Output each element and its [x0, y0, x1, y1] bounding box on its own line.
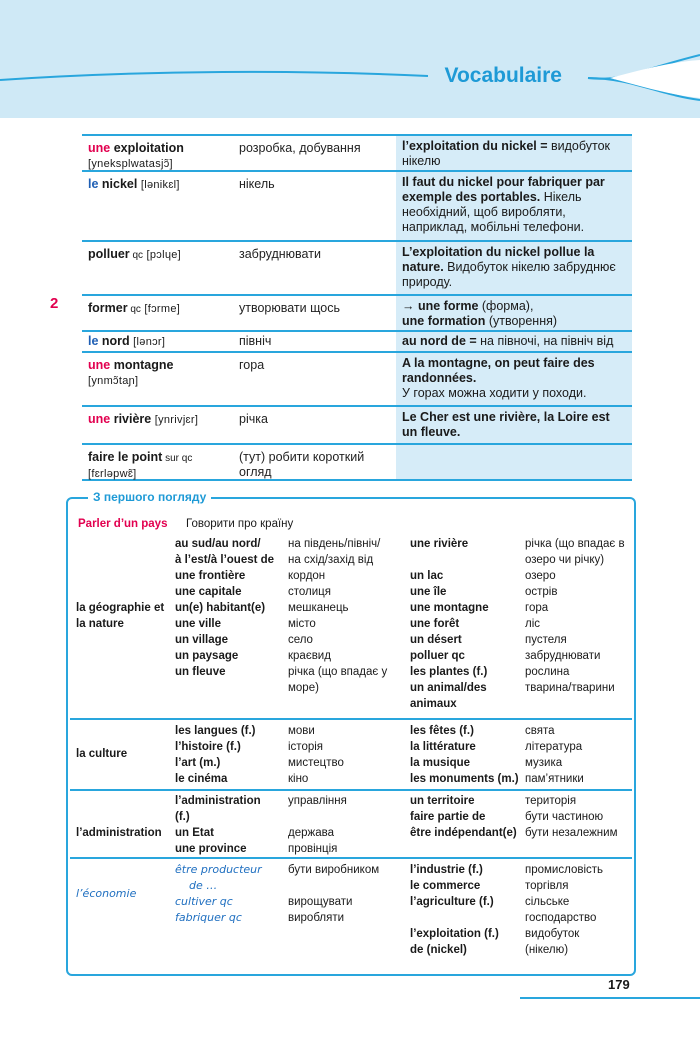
vocab-row: une rivière [ynrivjɛr] річка Le Cher est une rivière, la Loire est un fleuve.	[82, 405, 632, 443]
example-text: l’exploitation du nickel = видобуток нікелю	[402, 139, 610, 168]
section-left-fr: les langues (f.) l’histoire (f.) l’art (m.) le cinéma	[175, 725, 256, 785]
vocab-row: le nickel [lənikɛl] нікель Il faut du nickel pour fabriquer par exemple des portables. Нікель необхідний, щоб виробляти, наприклад, мобільні телефони.	[82, 170, 632, 240]
vocab-row: le nord [lənɔr] північ au nord de = на півночі, на північ від	[82, 330, 632, 351]
section-right-uk: річка (що впадає в озеро чи річку) озеро острів гора ліс пустеля забруднювати рослина тварина/тварини	[525, 538, 625, 694]
page-number: 179	[608, 977, 630, 992]
section-right-fr: les fêtes (f.) la littérature la musique les monuments (m.)	[410, 725, 519, 785]
header-wave-decoration	[0, 0, 700, 118]
section-right-uk: промисловість торгівля сільське господарство видобуток (нікелю)	[525, 864, 604, 956]
section-left-uk: на південь/північ/ на схід/захід від кордон столиця мешканець місто селo краєвид річка (що впадає у море)	[288, 538, 388, 694]
vocab-row: polluer qc [pɔlɥe] забруднювати L’exploitation du nickel pollue la nature. Видобуток нікелю забруднює природу.	[82, 240, 632, 294]
topic-uk: Говорити про країну	[186, 518, 294, 530]
section-left-uk: бути виробником вирощувати виробляти	[288, 864, 380, 924]
section-right-fr: une rivière un lac une île une montagne une forêt un désert polluer qc les plantes (f.) un animal/des animaux	[410, 538, 489, 710]
vocab-row: former qc [fɔrme] утворювати щось → une forme (форма), une formation (утворення)	[82, 294, 632, 330]
section-label: l’économie	[76, 887, 137, 900]
section-left-uk: мови історія мистецтво кіно	[288, 725, 344, 785]
vocabulary-table	[82, 134, 632, 481]
topic-fr: Parler d’un pays	[78, 518, 168, 530]
section-left-fr: au sud/au nord/ à l’est/à l’ouest de une frontière une capitale un(e) habitant(e) une ville un village un paysage un fleuve	[175, 538, 275, 678]
section-left-fr: l’administration (f.) un Etat une province	[175, 795, 261, 855]
section-right-fr: l’industrie (f.) le commerce l’agriculture (f.) l’exploitation (f.) de (nickel)	[410, 864, 499, 956]
section-right-uk: свята література музика пам’ятники	[525, 725, 584, 785]
vocab-row: faire le point sur qc [fɛrləpwɛ̃] (тут) робити короткий огляд	[82, 443, 632, 481]
section-right-uk: територія бути частиною бути незалежним	[525, 795, 618, 839]
vocab-row: une montagne [ynmɔ̃taɲ] гора A la montagne, on peut faire des randonnées. У горах можна ходити у походи.	[82, 351, 632, 405]
section-left-uk: управління держава провінція	[288, 795, 347, 855]
vocab-row: une exploitation [yneksplwatasjɔ̃] розробка, добування l’exploitation du nickel = видобуток нікелю	[82, 134, 632, 170]
section-label: la culture	[76, 748, 128, 760]
page-title: Vocabulaire	[444, 64, 562, 87]
section-left-fr: être producteur de … cultiver qc fabriquer qc	[175, 863, 262, 924]
page-header	[0, 0, 700, 118]
section-right-fr: un territoire faire partie de être indépendant(e)	[410, 795, 517, 839]
box-title: З першого погляду	[88, 490, 211, 504]
section-marker: 2	[50, 295, 59, 312]
page-number-rule	[520, 997, 700, 999]
section-label: la géographie et la nature	[76, 602, 165, 630]
section-label: l’administration	[76, 827, 162, 839]
